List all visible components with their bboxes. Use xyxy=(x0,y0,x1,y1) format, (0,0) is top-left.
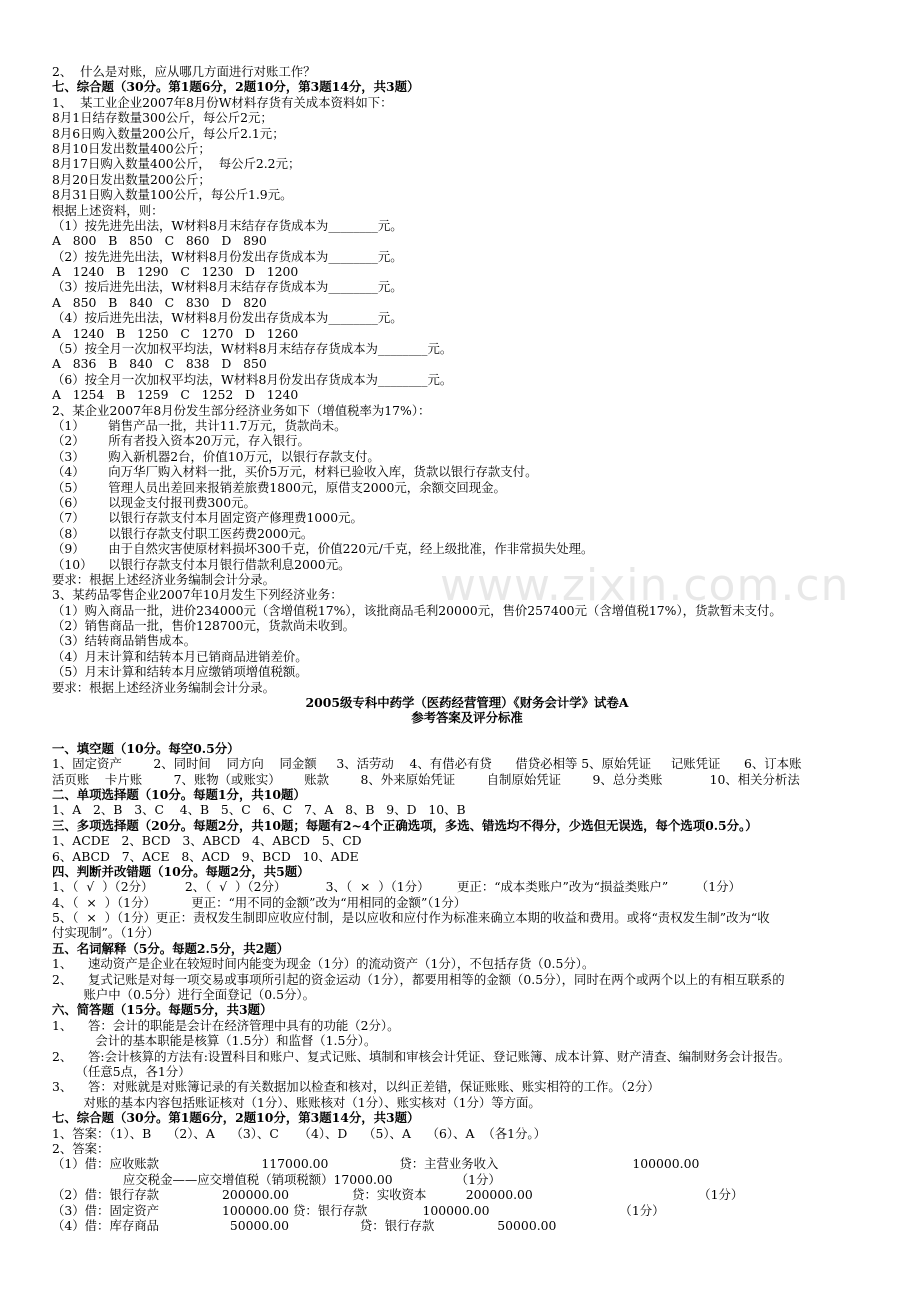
text-line: （任意5点，各1分） xyxy=(52,1064,191,1079)
text-line: （2）销售商品一批，售价128700元，货款尚未收到。 xyxy=(52,618,355,634)
text-line: 8月31日购入数量100公斤，每公斤1.9元。 xyxy=(52,187,293,203)
text-line: （6）按全月一次加权平均法，W材料8月份发出存货成本为________元。 xyxy=(52,371,453,387)
section-heading: 五、名词解释（5分。每题2.5分，共2题） xyxy=(52,940,290,956)
text-line: 8月20日发出数量200公斤； xyxy=(52,171,211,187)
text-line: （5） 管理人员出差回来报销差旅费1800元，原借支2000元，余额交回现金。 xyxy=(52,479,506,495)
text-line: （4）月末计算和结转本月已销商品进销差价。 xyxy=(52,648,308,664)
document-page xyxy=(52,64,882,1233)
text-line: 要求：根据上述经济业务编制会计分录。 xyxy=(52,679,276,695)
text-line: （10） 以银行存款支付本月银行借款利息2000元。 xyxy=(52,556,351,572)
text-line: （9） 由于自然灾害使原材料损坏300千克，价值220元/千克，经上级批准，作非常损失处理。 xyxy=(52,541,594,557)
section-heading: 七、综合题（30分。第1题6分，2题10分，第3题14分，共3题） xyxy=(52,1110,420,1126)
text-line: 1、 某工业企业2007年8月份W材料存货有关成本资料如下： xyxy=(52,94,393,110)
text-line: 2、答案： xyxy=(52,1140,110,1156)
text-line: 会计的基本职能是核算（1.5分）和监督（1.5分）。 xyxy=(52,1033,377,1049)
text-line: （2）按先进先出法，W材料8月份发出存货成本为________元。 xyxy=(52,248,403,264)
text-line xyxy=(52,726,882,741)
text-line: 2、 答:会计核算的方法有:设置科目和账户、复式记账、填制和审核会计凭证、登记账簿、成本计算、财产清查、编制财务会计报告。 xyxy=(52,1048,791,1064)
text-line: 1、（ √ ）（2分） 2、（ √ ）（2分） 3、（ × ）（1分） 更正：“成本类账户”改为“损益类账户” （1分） xyxy=(52,879,741,895)
text-line: （1） 销售产品一批，共计11.7万元，货款尚未。 xyxy=(52,417,347,433)
text-line: 应交税金——应交增值税（销项税额）17000.00 （1分） xyxy=(52,1171,501,1187)
text-line: 4、（ × ）（1分） 更正：“用不同的金额”改为“用相同的金额”（1分） xyxy=(52,894,467,910)
section-heading: 一、填空题（10分。每空0.5分） xyxy=(52,740,240,756)
section-heading: 三、多项选择题（20分。每题2分，共10题；每题有2~4个正确选项，多选、错选均不得分，少选但无误选，每个选项0.5分。） xyxy=(52,817,758,833)
text-line: 1、答案：（1）、B （2）、A （3）、C （4）、D （5）、A （6）、A （各1分。） xyxy=(52,1125,546,1141)
text-line: （5）按全月一次加权平均法，W材料8月末结存存货成本为________元。 xyxy=(52,341,453,357)
text-line: 2、 复式记账是对每一项交易或事项所引起的资金运动（1分），都要用相等的金额（0.5分），同时在两个或两个以上的有相互联系的 xyxy=(52,971,785,987)
text-line: 2、 什么是对账，应从哪几方面进行对账工作？ xyxy=(52,64,316,79)
text-line: A 800 B 850 C 860 D 890 xyxy=(52,233,267,249)
watermark: www.zixin.com.cn xyxy=(440,560,850,611)
text-line: （7） 以银行存款支付本月固定资产修理费1000元。 xyxy=(52,510,363,526)
text-line: （2） 所有者投入资本20万元，存入银行。 xyxy=(52,433,310,449)
text-line: A 1240 B 1290 C 1230 D 1200 xyxy=(52,264,299,280)
text-line: （6） 以现金支付报刊费300元。 xyxy=(52,494,256,510)
text-line: 8月1日结存数量300公斤，每公斤2元； xyxy=(52,110,273,126)
text-line: （4）借：库存商品 50000.00 贷：银行存款 50000.00 xyxy=(52,1217,557,1233)
text-line: （2）借：银行存款 200000.00 贷：实收资本 200000.00 （1分） xyxy=(52,1187,744,1203)
text-line: 8月10日发出数量400公斤； xyxy=(52,140,211,156)
text-line: 5、（ × ）（1分）更正：责权发生制即应收应付制，是以应收和应付作为标准来确立本期的收益和费用。或将“责权发生制”改为“收 xyxy=(52,910,770,926)
text-line: 1、 答：会计的职能是会计在经济管理中具有的功能（2分）。 xyxy=(52,1017,400,1033)
text-line: （1）购入商品一批，进价234000元（含增值税17%），该批商品毛利20000元，售价257400元（含增值税17%），货款暂未支付。 xyxy=(52,602,782,618)
section-heading: 七、综合题（30分。第1题6分，2题10分，第3题14分，共3题） xyxy=(52,79,420,95)
text-line: 要求：根据上述经济业务编制会计分录。 xyxy=(52,571,276,587)
text-line: （4） 向万华厂购入材料一批，买价5万元，材料已验收入库，货款以银行存款支付。 xyxy=(52,464,538,480)
text-line: 3、 答：对账就是对账簿记录的有关数据加以检查和核对，以纠正差错，保证账账、账实相符的工作。（2分） xyxy=(52,1079,660,1095)
text-line: A 1240 B 1250 C 1270 D 1260 xyxy=(52,325,299,341)
text-line: 6、ABCD 7、ACE 8、ACD 9、BCD 10、ADE xyxy=(52,848,359,864)
text-line: （1）按先进先出法，W材料8月末结存存货成本为________元。 xyxy=(52,217,403,233)
text-line: 根据上述资料，则： xyxy=(52,202,164,218)
text-line: （5）月末计算和结转本月应缴销项增值税额。 xyxy=(52,664,308,680)
text-line: 2、某企业2007年8月份发生部分经济业务如下（增值税率为17%）： xyxy=(52,402,431,418)
text-line: 对账的基本内容包括账证核对（1分）、账账核对（1分）、账实核对（1分）等方面。 xyxy=(52,1094,541,1110)
text-line: 1、固定资产 2、同时间 同方向 同金额 3、活劳动 4、有借必有贷 借贷必相等 5、原始凭证 记账凭证 6、订本账 xyxy=(52,756,802,772)
text-line: A 850 B 840 C 830 D 820 xyxy=(52,294,267,310)
text-line: （1）借：应收账款 117000.00 贷：主营业务收入 100000.00 xyxy=(52,1156,700,1172)
text-line: 8月17日购入数量400公斤， 每公斤2.2元； xyxy=(52,156,301,172)
text-line: （3） 购入新机器2台，价值10万元，以银行存款支付。 xyxy=(52,448,380,464)
section-heading: 四、判断并改错题（10分。每题2分，共5题） xyxy=(52,863,310,879)
text-line: （4）按后进先出法，W材料8月份发出存货成本为________元。 xyxy=(52,310,403,326)
answer-key-title: 2005级专科中药学（医药经营管理）《财务会计学》试卷A xyxy=(305,695,629,711)
text-line: （3）借：固定资产 100000.00 贷：银行存款 100000.00 （1分） xyxy=(52,1202,665,1218)
text-line: （3）按后进先出法，W材料8月末结存存货成本为________元。 xyxy=(52,279,403,295)
text-line: （8） 以银行存款支付职工医药费2000元。 xyxy=(52,525,314,541)
text-line: A 836 B 840 C 838 D 850 xyxy=(52,356,267,372)
text-line: （3）结转商品销售成本。 xyxy=(52,633,197,649)
text-line: 账户中（0.5分）进行全面登记（0.5分）。 xyxy=(52,987,315,1003)
section-heading: 六、简答题（15分。每题5分，共3题） xyxy=(52,1002,273,1018)
text-line: 8月6日购入数量200公斤，每公斤2.1元； xyxy=(52,125,285,141)
text-line: 1、ACDE 2、BCD 3、ABCD 4、ABCD 5、CD xyxy=(52,833,362,849)
text-line: 活页账 卡片账 7、账物（或账实） 账款 8、外来原始凭证 自制原始凭证 9、总分类账 10、相关分析法 xyxy=(52,771,800,787)
text-line: 3、某药品零售企业2007年10月发生下列经济业务： xyxy=(52,587,343,603)
text-line: 1、A 2、B 3、C 4、B 5、C 6、C 7、A 8、B 9、D 10、B xyxy=(52,802,466,818)
text-line: 付实现制”。（1分） xyxy=(52,925,160,941)
section-heading: 二、单项选择题（10分。每题1分，共10题） xyxy=(52,786,306,802)
text-line: 1、 速动资产是企业在较短时间内能变为现金（1分）的流动资产（1分），不包括存货（0.5分）。 xyxy=(52,956,595,972)
text-line: A 1254 B 1259 C 1252 D 1240 xyxy=(52,387,299,403)
answer-key-title: 参考答案及评分标准 xyxy=(411,710,523,726)
